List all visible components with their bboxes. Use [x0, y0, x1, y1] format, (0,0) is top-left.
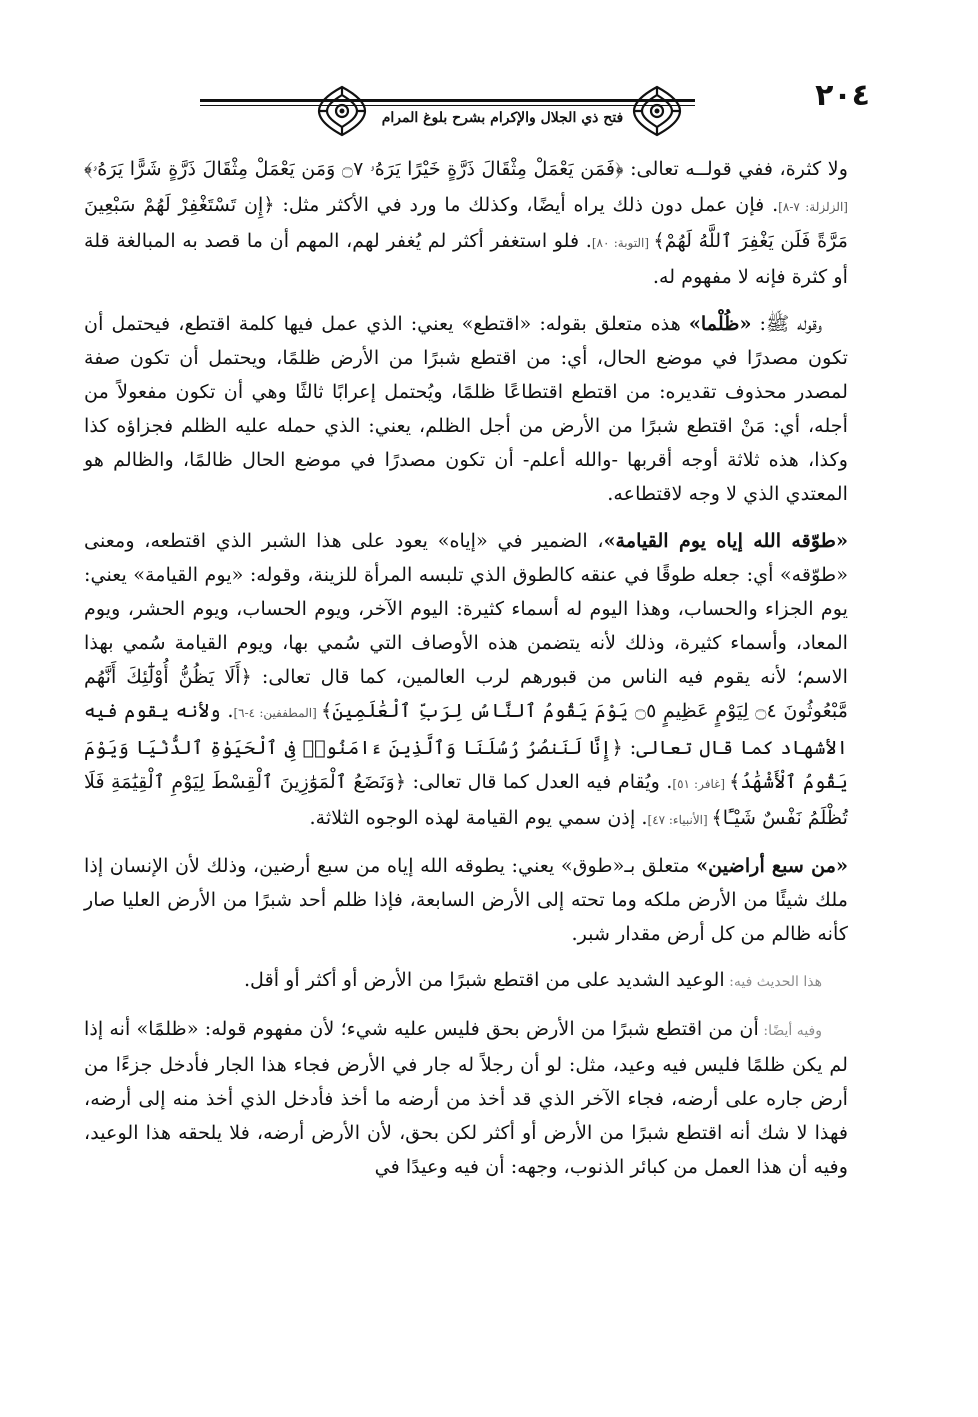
text-run: . ولأنه يقوم فيه الأشهاد كما قال تعالى: [84, 699, 848, 759]
page-number: ٢٠٤ [815, 78, 870, 113]
body-text [84, 152, 848, 1196]
text-run: . إذن سمي يوم القيامة لهذه الوجوه الثلاثة. [309, 805, 648, 829]
quran-verse: ﴿إِنَّا لَنَنصُرُ رُسُلَنَا وَٱلَّذِينَ ءَامَنُوا۟ فِى ٱلْحَيَوٰةِ ٱلدُّنْيَا وَيَوْمَ يَقُومُ ٱلْأَشْهَٰدُ﴾ [84, 735, 848, 793]
text-run: . فإن عمل دون ذلك يراه أيضًا، وكذلك ما ورد في الأكثر مثل: [274, 193, 779, 217]
text-run: ولا كثرة، ففي قولــه تعالى: [623, 157, 848, 180]
header-rule-thin [200, 105, 695, 106]
hadith-phrase: «ظُلْما» [688, 311, 752, 335]
ornament-right-icon [630, 84, 684, 138]
paragraph [84, 152, 848, 295]
text-run: وقوله ﷺ: [751, 311, 822, 335]
text-run: هذه متعلق بقوله: «اقتطع» يعني: الذي عمل فيها كلمة اقتطع، فيحتمل أن تكون مصدرًا في موضع الحال، أي: من اقتطع شبرًا من الأرض ظلمًا، ويحتمل أن تكون صفة لمصدر محذوف تقديره: من اقتطع اقتطاعًا ظلمًا، ويُحتمل إعرابًا ثالثًا وهي أن تكون مفعولاً من أجله، أي: مَنْ اقتطع شبرًا من الأرض من أجل الظلم، يعني: الذي حمله عليه الظلم فجزاؤه كذا وكذا، هذه ثلاثة أوجه أقربها -والله أعلم- أن تكون مصدرًا في موضع الحال ظالمًا، والظالم هو المعتدي الذي لا وجه لاقتطاعه. [84, 311, 848, 506]
quran-verse: ﴿أَلَا يَظُنُّ أُوْلَٰٓئِكَ أَنَّهُم مَّبْعُوثُونَ ۝٤ لِيَوْمٍ عَظِيمٍ ۝٥ يَوْمَ يَقُومُ ٱلنَّاسُ لِرَبِّ ٱلْعَٰلَمِينَ﴾ [84, 665, 848, 723]
page-header [140, 74, 870, 146]
header-rule [200, 99, 695, 102]
verse-reference: [الزلزلة: ٧-٨] [778, 200, 848, 215]
quran-verse: ﴿فَمَن يَعْمَلْ مِثْقَالَ ذَرَّةٍ خَيْرًا يَرَهُۥ ۝٧ وَمَن يَعْمَلْ مِثْقَالَ ذَرَّةٍ شَرًّا يَرَهُۥ﴾ [84, 157, 624, 180]
text-run: متعلق بـ«طوق» يعني: يطوقه الله إياه من سبع أرضين، وذلك لأن الإنسان إذا ملك شيئًا من الأرض ملكه وما تحته إلى الأرض السابعة، فإذا ظلم أحد شبرًا من الأرض العليا صار كأنه ظالم من كل أرض مقدار شبر. [84, 853, 848, 946]
hadith-phrase: «من سبع أراضين» [696, 853, 848, 877]
verse-reference: [المطففين: ٤-٦] [233, 706, 322, 721]
paragraph [84, 307, 848, 512]
book-title: فتح ذي الجلال والإكرام بشرح بلوغ المرام [381, 110, 624, 126]
hadith-phrase: «طوّقه الله إياه يوم القيامة» [603, 528, 848, 552]
verse-reference: [الأنبياء: ٤٧] [647, 812, 712, 827]
text-run: الوعيد الشديد على من اقتطع شبرًا من الأرض أو أكثر أو أقل. [243, 968, 725, 992]
text-run: ، الضمير في «إياه» يعود على هذا الشبر الذي اقتطعه، ومعنى «طوّقه» أي: جعله طوقًا في عنقه كالطوق الذي تلبسه المرأة للزينة، وقوله: «يوم القيامة» يعني: يوم الجزاء والحساب، وهذا اليوم له أسماء كثيرة: اليوم الآخر، ويوم الحساب، ويوم الحشر، ويوم المعاد، وأسماء كثيرة، وذلك لأنه يتضمن هذه الأوصاف التي سُمي بها، ويوم القيامة سُمي بهذا الاسم؛ لأنه يقوم فيه الناس من قبورهم لرب العالمين، كما قال تعالى: [84, 528, 848, 689]
paragraph [84, 849, 848, 951]
verse-reference: [التوبة: ٨٠] [591, 236, 654, 251]
section-label: وفيه أيضًا: [758, 1022, 822, 1039]
text-run: . ويُقام فيه العدل كما قال تعالى: [406, 769, 673, 793]
paragraph [84, 1012, 848, 1185]
ornament-left-icon [315, 84, 369, 138]
verse-reference: [غافر: ٥١] [672, 776, 730, 791]
quran-verse: ﴿إِن تَسْتَغْفِرْ لَهُمْ سَبْعِينَ مَرَّةً فَلَن يَغْفِرَ ٱللَّهُ لَهُمْ﴾ [84, 193, 849, 253]
paragraph [84, 524, 848, 837]
section-label: هذا الحديث فيه: [724, 974, 822, 991]
text-run: . فلو استغفر أكثر لم يُغفر لهم، المهم أن ما قصد به المبالغة قلة أو كثرة فإنه لا مفهوم له. [84, 229, 848, 289]
text-run: أن من اقتطع شبرًا من الأرض بحق فليس عليه شيء؛ لأن مفهوم قوله: «ظلمًا» أنه إذا لم يكن ظلمًا فليس فيه وعيد، مثل: لو أن رجلاً له جار في الأرض فجاء هذا الجار فأدخل جزءًا من أرض جاره على أرضه، فجاء الآخر الذي قد أخذ من أرضه ما أخذ فأدخل الذي أخذ منه إلى أرضه، فهذا لا شك أنه اقتطع شبرًا من الأرض أو أكثر لكن بحق، لأن الأرض أرضه، فلا يلحقه هذا الوعيد، وفيه أن هذا العمل من كبائر الذنوب، وجهه: أن فيه وعيدًا في [84, 1016, 848, 1179]
quran-verse: ﴿وَنَضَعُ ٱلْمَوَٰزِينَ ٱلْقِسْطَ لِيَوْمِ ٱلْقِيَٰمَةِ فَلَا تُظْلَمُ نَفْسٌ شَيْـًٔا﴾ [84, 769, 848, 829]
paragraph [84, 963, 848, 999]
